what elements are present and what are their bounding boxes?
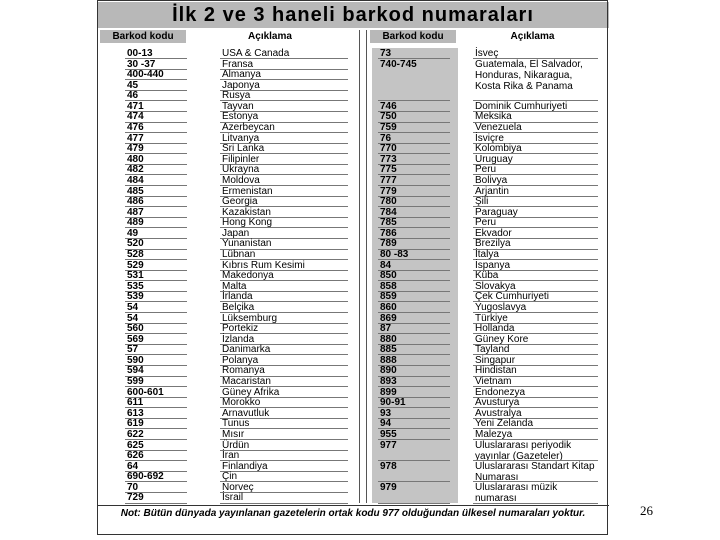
country-name: İsrail — [222, 492, 244, 504]
country-name: Uluslararası Standart Kitap Numarası — [475, 460, 595, 483]
barcode-code: 531 — [127, 270, 144, 282]
barcode-code: 899 — [380, 386, 397, 398]
country-name: Mısır — [222, 428, 245, 440]
country-name: Avusturya — [475, 397, 520, 409]
barcode-code: 729 — [127, 492, 144, 504]
country-name: Yugoslavya — [475, 301, 527, 313]
country-name: Makedonya — [222, 270, 274, 282]
barcode-code: 474 — [127, 111, 144, 123]
barcode-code: 476 — [127, 122, 144, 134]
barcode-code: 740-745 — [380, 58, 417, 70]
barcode-code: 785 — [380, 217, 397, 229]
country-name: İzlanda — [222, 333, 255, 345]
country-name: İran — [222, 450, 240, 462]
country-name: Singapur — [475, 354, 516, 366]
barcode-code: 485 — [127, 185, 144, 197]
country-name: Kazakistan — [222, 206, 271, 218]
barcode-code: 850 — [380, 270, 397, 282]
country-name: Danimarka — [222, 344, 271, 356]
barcode-code: 484 — [127, 174, 144, 186]
country-name: Slovakya — [475, 280, 516, 292]
country-name: Hong Kong — [222, 217, 273, 229]
barcode-code: 779 — [380, 185, 397, 197]
country-name: Paraguay — [475, 206, 518, 218]
barcode-code: 890 — [380, 365, 397, 377]
left-description-header: Açıklama — [248, 31, 292, 42]
barcode-code: 770 — [380, 143, 397, 155]
footnote: Not: Bütün dünyada yayınlanan gazetelerin ortak kodu 977 olduğundan ülkesel numaraları yoktur. — [120, 508, 586, 519]
barcode-code: 482 — [127, 164, 144, 176]
country-name: Romanya — [222, 365, 265, 377]
barcode-code: 746 — [380, 100, 397, 112]
country-name: Bolivya — [475, 174, 508, 186]
country-name: Almanya — [222, 69, 261, 81]
country-name: Malta — [222, 280, 247, 292]
country-name: Rusya — [222, 90, 251, 102]
country-name: Portekiz — [222, 323, 259, 335]
country-name: Çek Cumhuriyeti — [475, 291, 549, 303]
barcode-code: 955 — [380, 428, 397, 440]
barcode-code: 611 — [127, 397, 144, 409]
barcode-code: 54 — [127, 301, 139, 313]
country-name: Guatemala, El Salvador, Honduras, Nikaragua, Kosta Rika & Panama — [475, 58, 583, 92]
country-name: Meksika — [475, 111, 512, 123]
page-border — [97, 0, 608, 535]
country-name: Norveç — [222, 481, 254, 493]
barcode-code: 625 — [127, 439, 144, 451]
barcode-code: 979 — [380, 481, 397, 493]
country-name: Vietnam — [475, 376, 512, 388]
country-name: İsviçre — [475, 132, 504, 144]
country-name: Uluslararası periyodik yayınlar (Gazeteler) — [475, 439, 572, 462]
country-name: Belçika — [222, 301, 255, 313]
country-name: Güney Afrika — [222, 386, 280, 398]
barcode-code: 860 — [380, 301, 397, 313]
barcode-code: 400-440 — [127, 69, 164, 81]
barcode-code: 590 — [127, 354, 144, 366]
country-name: Fransa — [222, 58, 254, 70]
country-name: Estonya — [222, 111, 259, 123]
country-name: Hollanda — [475, 323, 515, 335]
barcode-code: 94 — [380, 418, 392, 430]
barcode-code: 759 — [380, 122, 397, 134]
barcode-code: 54 — [127, 312, 139, 324]
country-name: Japonya — [222, 79, 260, 91]
barcode-code: 477 — [127, 132, 144, 144]
country-name: Uluslararası müzik numarası — [475, 481, 558, 504]
barcode-code: 626 — [127, 450, 144, 462]
right-code-header: Barkod kodu — [370, 30, 456, 43]
barcode-code: 619 — [127, 418, 144, 430]
barcode-code: 90-91 — [380, 397, 406, 409]
barcode-code: 977 — [380, 439, 397, 451]
barcode-code: 539 — [127, 291, 144, 303]
country-name: Avustralya — [475, 407, 522, 419]
barcode-code: 471 — [127, 100, 144, 112]
barcode-code: 93 — [380, 407, 392, 419]
barcode-code: 784 — [380, 206, 397, 218]
barcode-code: 858 — [380, 280, 397, 292]
country-name: Lübnan — [222, 249, 256, 261]
country-name: Endonezya — [475, 386, 526, 398]
country-name: Peru — [475, 164, 497, 176]
country-name: Tunus — [222, 418, 250, 430]
barcode-code: 489 — [127, 217, 144, 229]
barcode-code: 00-13 — [127, 48, 153, 59]
country-name: Kolombiya — [475, 143, 522, 155]
barcode-code: 73 — [380, 48, 392, 59]
barcode-code: 520 — [127, 238, 144, 250]
country-name: Malezya — [475, 428, 513, 440]
barcode-code: 786 — [380, 227, 397, 239]
country-name: Moldova — [222, 174, 260, 186]
country-name: Peru — [475, 217, 497, 229]
country-name: Litvanya — [222, 132, 260, 144]
barcode-code: 57 — [127, 344, 139, 356]
barcode-code: 480 — [127, 153, 144, 165]
country-name: Küba — [475, 270, 499, 282]
country-name: Arjantin — [475, 185, 509, 197]
country-name: Çin — [222, 471, 238, 483]
country-name: Tayvan — [222, 100, 254, 112]
barcode-code: 30 -37 — [127, 58, 156, 70]
country-name: Kıbrıs Rum Kesimi — [222, 259, 305, 271]
country-name: Brezilya — [475, 238, 511, 250]
barcode-code: 49 — [127, 227, 139, 239]
barcode-code: 613 — [127, 407, 144, 419]
barcode-code: 750 — [380, 111, 397, 123]
barcode-code: 84 — [380, 259, 392, 271]
barcode-code: 978 — [380, 460, 397, 472]
country-name: Ermenistan — [222, 185, 273, 197]
barcode-code: 777 — [380, 174, 397, 186]
barcode-code: 45 — [127, 79, 139, 91]
country-name: Azerbeycan — [222, 122, 275, 134]
barcode-code: 859 — [380, 291, 397, 303]
barcode-code: 76 — [380, 132, 392, 144]
barcode-code: 479 — [127, 143, 144, 155]
barcode-code: 487 — [127, 206, 144, 218]
barcode-code: 599 — [127, 376, 144, 388]
country-name: Türkiye — [475, 312, 508, 324]
barcode-code: 880 — [380, 333, 397, 345]
country-name: Georgia — [222, 196, 258, 208]
country-name: Ukrayna — [222, 164, 260, 176]
country-name: Uruguay — [475, 153, 513, 165]
barcode-code: 594 — [127, 365, 144, 377]
country-name: USA & Canada — [222, 48, 290, 59]
page-number: 26 — [640, 503, 653, 518]
country-name: Yeni Zelanda — [475, 418, 534, 430]
barcode-code: 780 — [380, 196, 397, 208]
country-name: Japan — [222, 227, 250, 239]
barcode-code: 87 — [380, 323, 392, 335]
barcode-code: 64 — [127, 460, 139, 472]
country-name: Yunanistan — [222, 238, 272, 250]
barcode-code: 80 -83 — [380, 249, 409, 261]
barcode-code: 690-692 — [127, 471, 164, 483]
page-title: İlk 2 ve 3 haneli barkod numaraları — [97, 2, 609, 28]
barcode-code: 600-601 — [127, 386, 164, 398]
barcode-code: 773 — [380, 153, 397, 165]
country-name: İrlanda — [222, 291, 253, 303]
barcode-code: 70 — [127, 481, 139, 493]
country-name: Sri Lanka — [222, 143, 265, 155]
country-name: Ürdün — [222, 439, 250, 451]
barcode-code: 885 — [380, 344, 397, 356]
barcode-code: 46 — [127, 90, 139, 102]
barcode-code: 528 — [127, 249, 144, 261]
country-name: Filipinler — [222, 153, 260, 165]
barcode-code: 535 — [127, 280, 144, 292]
country-name: Dominik Cumhuriyeti — [475, 100, 568, 112]
country-name: Polanya — [222, 354, 259, 366]
barcode-code: 888 — [380, 354, 397, 366]
right-description-header: Açıklama — [510, 31, 555, 42]
country-name: İspanya — [475, 259, 511, 271]
barcode-code: 622 — [127, 428, 144, 440]
barcode-code: 869 — [380, 312, 397, 324]
country-name: Macaristan — [222, 376, 271, 388]
country-name: Finlandiya — [222, 460, 268, 472]
barcode-code: 893 — [380, 376, 397, 388]
barcode-code: 775 — [380, 164, 397, 176]
country-name: Arnavutluk — [222, 407, 270, 419]
country-name: Tayland — [475, 344, 510, 356]
country-name: Güney Kore — [475, 333, 529, 345]
barcode-code: 569 — [127, 333, 144, 345]
barcode-code: 560 — [127, 323, 144, 335]
barcode-code: 486 — [127, 196, 144, 208]
country-name: İtalya — [475, 249, 499, 261]
country-name: Morokko — [222, 397, 261, 409]
country-name: Lüksemburg — [222, 312, 278, 324]
barcode-code: 789 — [380, 238, 397, 250]
country-name: Şili — [475, 196, 489, 208]
country-name: Ekvador — [475, 227, 512, 239]
country-name: Hindistan — [475, 365, 517, 377]
left-code-header: Barkod kodu — [100, 30, 186, 43]
country-name: İsveç — [475, 48, 499, 59]
barcode-code: 529 — [127, 259, 144, 271]
country-name: Venezuela — [475, 122, 522, 134]
